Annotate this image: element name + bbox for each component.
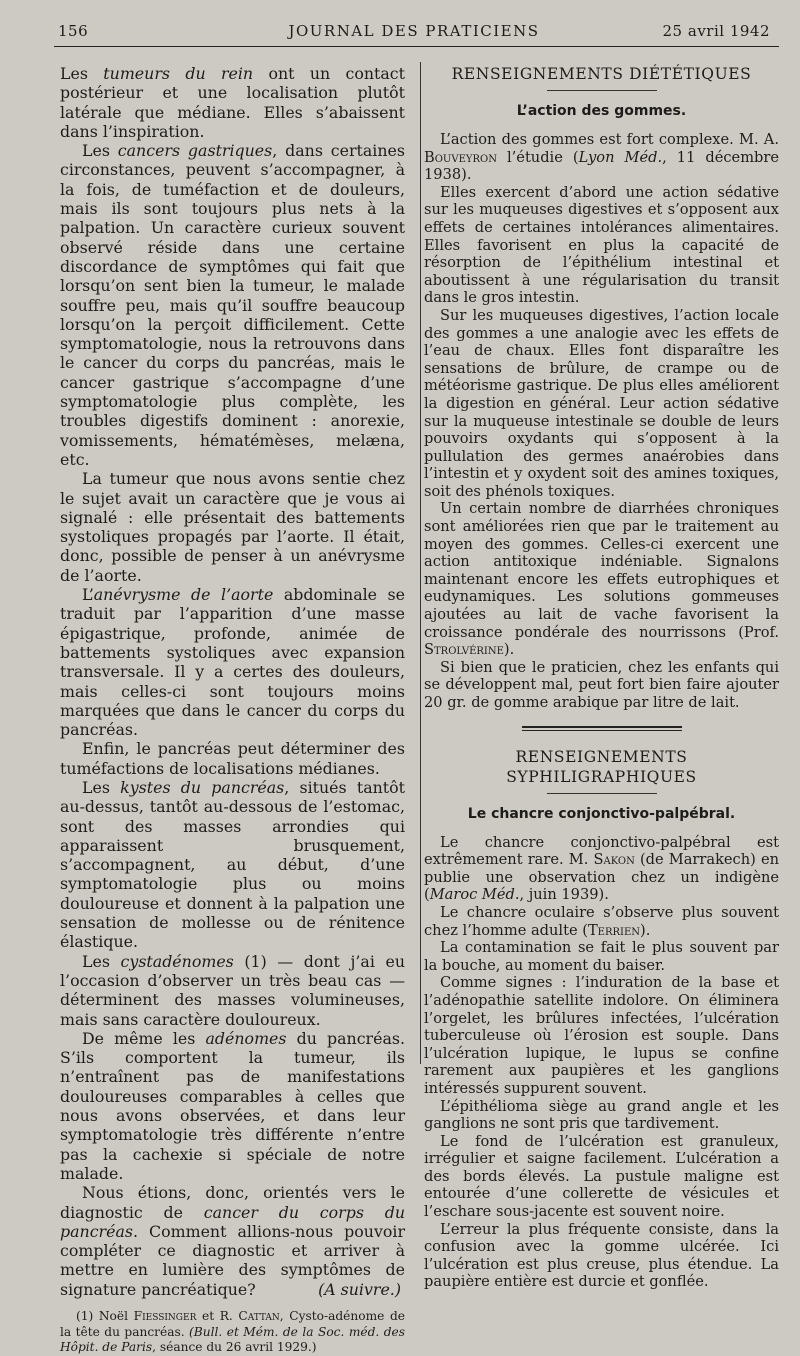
article-title-chancre: Le chancre conjonctivo-palpébral. (467, 805, 736, 822)
paragraph: Les cancers gastriques, dans certaines circonstances, peuvent s’accompagner, à la fois, de tuméfaction et de douleurs, mais ils sont toujours plus nets à la palpation. Un caractère curieux souvent observé réside dans une certaine discordance de symptômes qui fait que lorsqu’on sent bien la tumeur, le malade souffre peu, mais qu’il souffre beaucoup lorsqu’on la perçoit difficilement. Cette symptomatologie, nous la retrouvons dans le cancer du corps du pancréas, mais le cancer gastrique s’accompagne d’une symptomatologie plus complète, les troubles digestifs dominent : anorexie, vomissements, hématémèses, melæna, etc. (60, 141, 405, 469)
continued-note: (A suivre.) (318, 1280, 401, 1299)
paragraph: Le chancre conjonctivo-palpébral est extrêmement rare. M. Sakon (de Marrakech) en publie une observation chez un indigène (Maroc Méd., juin 1939). (424, 833, 779, 904)
paragraph: Les tumeurs du rein ont un contact postérieur et une localisation plutôt latérale que médiane. Elles s’abaissent dans l’inspiration. (60, 64, 406, 141)
paragraph: L’anévrysme de l’aorte abdominale se traduit par l’apparition d’une masse épigastrique, profonde, animée de battements systoliques avec expansion transversale. Il y a certes des douleurs, mais celles-ci sont toujours moins marquées que dans le cancer du corps du pancréas. (60, 585, 405, 740)
paragraph: Le chancre oculaire s’observe plus souvent chez l’homme adulte (Terrien). (424, 903, 779, 939)
paragraph: Les kystes du pancréas, situés tantôt au-dessus, tantôt au-dessous de l’estomac, sont des masses arrondies qui apparaissent brusquement, s’accompagnent, au début, d’une symptomatologie plus ou moins douloureuse et donnent à la palpation une sensation de mollesse ou de rénitence élastique. (60, 777, 405, 952)
paragraph: L’erreur la plus fréquente consiste, dans la confusion avec la gomme ulcérée. Ici l’ulcération est plus creuse, plus étendue. La paupière entière est durcie et gonflée. (424, 1220, 779, 1291)
header-rule (54, 46, 779, 47)
paragraph: Nous étions, donc, orientés vers le diagnostic de cancer du corps du pancréas. Comment allions-nous pouvoir compléter ce diagnostic et arriver à mettre en lumière des symptômes de signature pancréatique? (60, 1183, 405, 1299)
left-column (60, 64, 405, 1356)
issue-date: 25 avril 1942 (662, 22, 770, 40)
section-heading-dietetics: RENSEIGNEMENTS DIÉTÉTIQUES (451, 65, 752, 83)
paragraph: Si bien que le praticien, chez les enfants qui se développent mal, peut fort bien faire ajouter 20 gr. de gomme arabique par litre de lait. (424, 658, 779, 711)
paragraph: Sur les muqueuses digestives, l’action locale des gommes a une analogie avec les effets de l’eau de chaux. Elles font disparaître les sensations de brûlure, de crampe ou de météorisme gastrique. De plus elles améliorent la digestion en général. Leur action sédative sur la muqueuse intestinale se double de leurs pouvoirs oxydants qui s’opposent à la pullulation des germes anaérobies dans l’intestin et y oxydent soit des amines toxiques, soit des phénols toxiques. (424, 306, 779, 500)
paragraph: Comme signes : l’induration de la base et l’adénopathie satellite indolore. On éliminera l’orgelet, les brûlures infectées, l’ulcération tuberculeuse où l’érosion est souple. Dans l’ulcération lupique, le lupus se confine rarement aux paupières et les ganglions intéressés suppurent souvent. (424, 974, 779, 1097)
section-rule (547, 793, 657, 794)
paragraph: La tumeur que nous avons sentie chez le sujet avait un caractère que je vous ai signalé : elle présentait des battements systoliques propagés par l’aorte. Il était, donc, possible de penser à un anévrysme de l’aorte. (60, 469, 405, 585)
paragraph: L’épithélioma siège au grand angle et les ganglions ne sont pris que tardivement. (424, 1097, 779, 1133)
column-divider (420, 62, 421, 1064)
paragraph: La contamination se fait le plus souvent par la bouche, au moment du baiser. (424, 939, 779, 974)
paragraph: Un certain nombre de diarrhées chroniques sont améliorées rien que par le traitement au moyen des gommes. Celles-ci exercent une action antitoxique indéniable. Signalons maintenant encore les effets eutrophiques et eudynamiques. Les solutions gommeuses ajoutées au lait de vache favorisent la croissance pondérale des nourrissons (Prof. Strolvérine). (424, 500, 779, 659)
page-header (58, 22, 770, 46)
paragraph: De même les adénomes du pancréas. S’ils comportent la tumeur, ils n’entraînent pas de manifestations douloureuses comparables à celles que nous avons observées, et dans leur symptomatologie très différente n’entre pas la cachexie si spéciale de notre malade. (60, 1028, 405, 1183)
paragraph: Le fond de l’ulcération est granuleux, irrégulier et saigne facilement. L’ulcération a des bords élevés. La pustule maligne est entourée d’une collerette de vésicules et l’eschare sous-jacente est souvent noire. (424, 1132, 779, 1221)
right-column (424, 64, 779, 1291)
paragraph: Les cystadénomes (1) — dont j’ai eu l’occasion d’observer un très beau cas — déterminent des masses volumineuses, mais sans caractère douloureux. (60, 951, 405, 1029)
page-number: 156 (58, 22, 89, 40)
paragraph: Enfin, le pancréas peut déterminer des tuméfactions de localisations médianes. (60, 739, 405, 778)
section-rule (547, 90, 657, 91)
footnote: (1) Noël Fiessinger et R. Cattan, Cysto-adénome de la tête du pancréas. (Bull. et Mém. de la Soc. méd. des Hôpit. de Paris, séance du 26 avril 1929.) (60, 1309, 405, 1355)
paragraph: Elles exercent d’abord une action sédative sur les muqueuses digestives et s’opposent aux effets de certaines intolérances alimentaires. Elles favorisent en plus la capacité de résorption de l’épithélium intestinal et aboutissent à une régularisation du transit dans le gros intestin. (424, 183, 779, 307)
section-heading-syphiligraphy: RENSEIGNEMENTS SYPHILIGRAPHIQUES (506, 747, 697, 786)
paragraph: L’action des gommes est fort complexe. M. A. Bouveyron l’étudie (Lyon Méd., 11 décembre 1938). (424, 131, 779, 184)
section-double-rule (522, 726, 682, 731)
journal-title: JOURNAL DES PRATICIENS (288, 22, 540, 40)
article-title-gums: L’action des gommes. (516, 103, 687, 119)
